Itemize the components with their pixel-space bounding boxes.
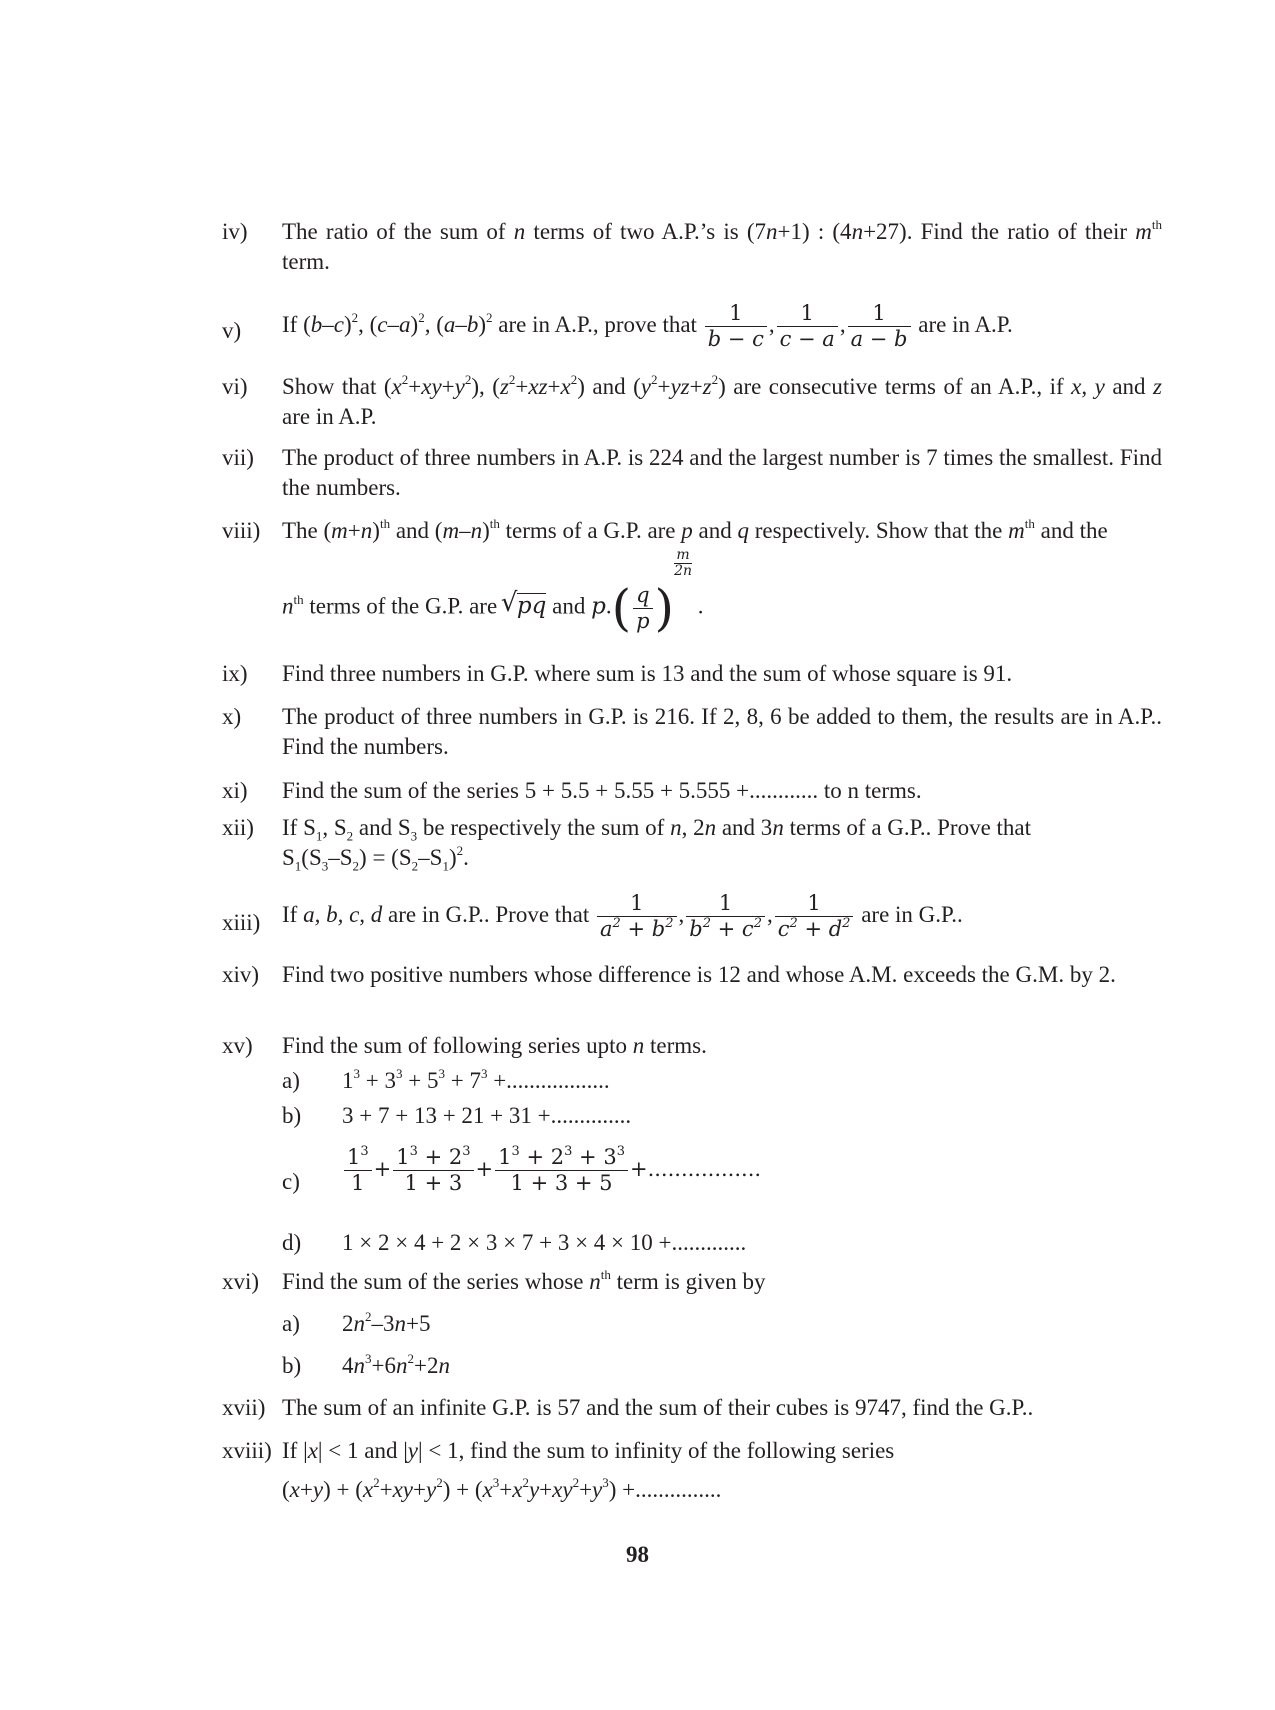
question-ix: [222, 659, 1162, 689]
question-v: [222, 301, 1162, 352]
question-number: xi): [222, 778, 248, 803]
sub-item-a: a) $2n^2-3n+5$: [282, 1309, 431, 1336]
sub-item-b: b) $4n^3+6n^2+2n$: [282, 1351, 450, 1378]
sub-item-b: b) 3 + 7 + 13 + 21 + 31 +..............: [282, 1103, 632, 1128]
page-number: 98: [626, 1542, 649, 1567]
question-text: If $S_1$, $S_2$ and $S_3$ be respectively the sum of n, 2n and 3n terms of a G.P.. Prove that $S_1(S_3-S_2) = (S_2-S_1)^2$.: [282, 815, 1032, 874]
fraction: $\frac{q}{p}$: [633, 583, 652, 634]
question-xiv: [222, 960, 1162, 990]
fraction: $\frac{1^3}{1}$: [344, 1145, 372, 1196]
question-vii: [222, 443, 1162, 503]
question-text: If $(b-c)^2$, $(c-a)^2$, $(a-b)^2$ are in A.P., prove that $\frac{1}{b - c}$ , $\frac{1}{c - a}$ , $\frac{1}{a - b}$ are in A.P.: [282, 301, 1013, 351]
question-text: The product of three numbers in G.P. is 216. If 2, 8, 6 be added to them, the results are in A.P.. Find the numbers.: [282, 704, 1162, 759]
question-xi: [222, 776, 1162, 806]
fraction: $\frac{1^3 + 2^3 + 3^3}{1 + 3 + 5}$: [495, 1145, 628, 1196]
question-text: The product of three numbers in A.P. is 224 and the largest number is 7 times the smallest. Find the numbers.: [282, 445, 1162, 500]
question-xviii: [222, 1436, 1162, 1505]
sub-item-d: d) 1 × 2 × 4 + 2 × 3 × 7 + 3 × 4 × 10 +.............: [282, 1230, 747, 1255]
question-number: xiv): [222, 962, 260, 987]
fraction: $\frac{1}{c - a}$: [777, 301, 838, 352]
question-text: Find three numbers in G.P. where sum is 13 and the sum of whose square is 91.: [282, 661, 1013, 686]
fraction: $\frac{1}{a^2 + b^2}$: [597, 891, 676, 942]
fraction: $\frac{1}{b - c}$: [705, 301, 767, 352]
question-xv: [222, 1031, 1162, 1061]
question-number: vi): [222, 374, 248, 399]
question-text: If a, b, c, d are in G.P.. Prove that $\frac{1}{a^2 + b^2}$ , $\frac{1}{b^2 + c^2}$ , $\frac{1}{c^2 + d^2}$ are in G.P..: [282, 891, 963, 941]
question-number: xiii): [222, 910, 261, 935]
question-text: Find the sum of following series upto n terms.: [282, 1033, 707, 1058]
sub-item-c: c) $\frac{1^3}{1}$ + $\frac{1^3 + 2^3}{1 + 3}$ + $\frac{1^3 + 2^3 + 3^3}{1 + 3 + 5}$ +.................: [282, 1144, 762, 1195]
question-text-line-2: $n^{th}$ terms of the G.P. are √ pq and p.( $\frac{q}{p}$ ) $\frac{m}{2n}$ .: [282, 578, 1162, 638]
question-series: $(x+y) + (x^2+xy+y^2) + (x^3+x^2y+xy^2+y^3)$ +...............: [282, 1475, 722, 1502]
fraction: $\frac{1}{b^2 + c^2}$: [686, 891, 765, 942]
question-text: Find two positive numbers whose difference is 12 and whose A.M. exceeds the G.M. by 2.: [282, 962, 1116, 987]
square-root: √ pq: [503, 591, 546, 621]
fraction: $\frac{1^3 + 2^3}{1 + 3}$: [393, 1145, 473, 1196]
question-number: v): [222, 318, 242, 343]
fraction: $\frac{1}{c^2 + d^2}$: [775, 891, 854, 942]
question-number: xvi): [222, 1269, 260, 1294]
question-text: Show that $(x^2+xy+y^2)$, $(z^2+xz+x^2)$ and $(y^2+yz+z^2)$ are consecutive terms of an A.P., if x, y and z are in A.P.: [282, 372, 1162, 429]
question-xii: [222, 813, 1162, 873]
question-text: The $(m+n)^{th}$ and $(m-n)^{th}$ terms of a G.P. are p and q respectively. Show that the $m^{th}$ and the: [282, 516, 1108, 543]
question-number: ix): [222, 661, 248, 686]
question-text: The ratio of the sum of n terms of two A.P.’s is (7n+1) : (4n+27). Find the ratio of their $m^{th}$ term.: [282, 217, 1163, 274]
question-number: xv): [222, 1033, 253, 1058]
question-iv: [222, 217, 1162, 277]
question-text: If |x| < 1 and |y| < 1, find the sum to infinity of the following series: [282, 1438, 895, 1463]
question-number: xviii): [222, 1438, 272, 1463]
sub-item-a: a) $1^3 + 3^3 + 5^3 + 7^3$ +..................: [282, 1066, 610, 1093]
question-number: xvii): [222, 1395, 266, 1420]
question-number: iv): [222, 219, 248, 244]
question-number: xii): [222, 815, 254, 840]
question-text: The sum of an infinite G.P. is 57 and the sum of their cubes is 9747, find the G.P..: [282, 1395, 1034, 1420]
question-text: Find the sum of the series 5 + 5.5 + 5.55 + 5.555 +............ to n terms.: [282, 778, 922, 803]
question-xiii: [222, 891, 1162, 942]
fraction: $\frac{1}{a - b}$: [848, 301, 911, 352]
question-text: Find the sum of the series whose $n^{th}$ term is given by: [282, 1267, 766, 1294]
question-number: viii): [222, 518, 261, 543]
question-number: vii): [222, 445, 254, 470]
question-viii: [222, 516, 1162, 638]
question-xvii: [222, 1393, 1162, 1423]
question-xvi: [222, 1267, 1162, 1297]
question-number: x): [222, 704, 242, 729]
question-vi: [222, 372, 1162, 432]
question-x: [222, 702, 1162, 762]
